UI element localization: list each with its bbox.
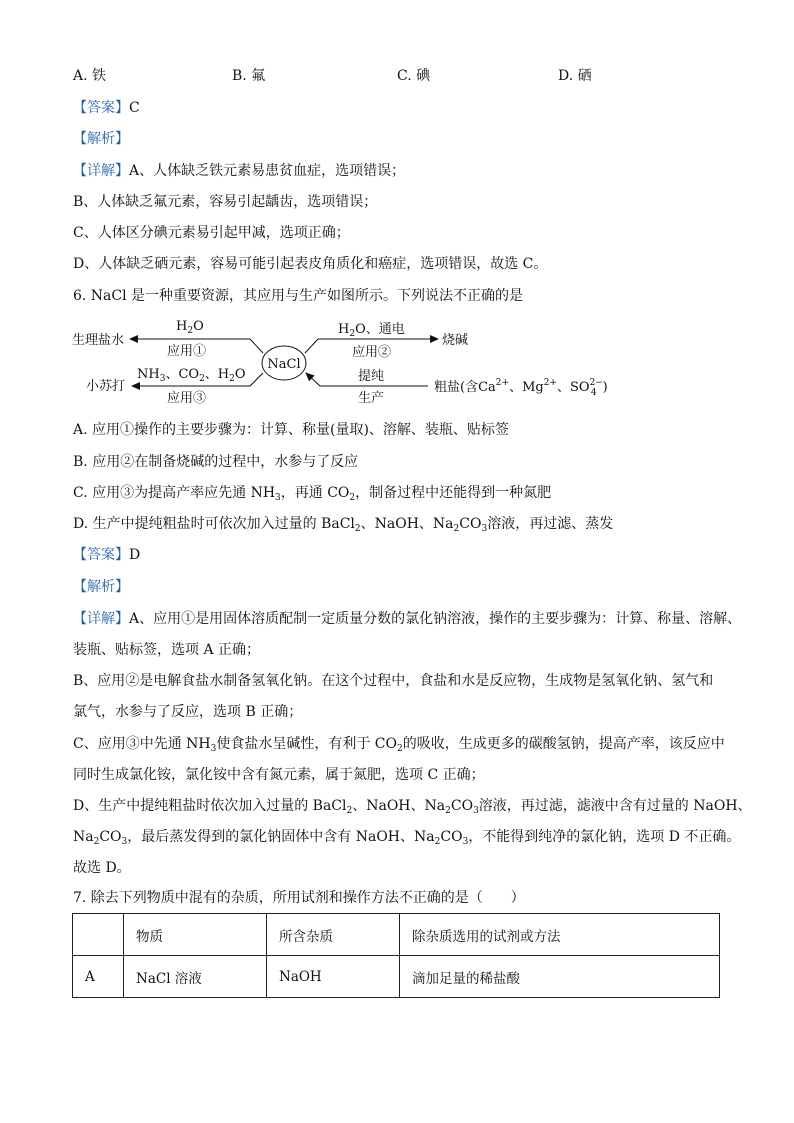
q5-option-a: A. 铁 [73,68,107,84]
detail-text: A、人体缺乏铁元素易患贫血症，选项错误； [129,163,406,179]
detail-text: C、应用③中先通 NH [73,736,211,752]
q6-detail-a-2: 装瓶、贴标签，选项 A 正确； [73,642,261,658]
q6-answer [73,545,140,565]
q6-option-a: A. 应用①操作的主要步骤为：计算、称量(量取)、溶解、装瓶、贴标签 [73,422,509,438]
table-header-row [73,914,720,956]
detail-tag: 【详解】 [73,611,129,627]
table-header-cell: 物质 [124,914,267,956]
q5-detail-d: D、人体缺乏硒元素，容易可能引起表皮角质化和癌症，选项错误，故选 C。 [73,256,548,272]
table-header-cell: 除杂质选用的试剂或方法 [400,914,720,956]
detail-text: CO [99,829,122,845]
q6-option-b: B. 应用②在制备烧碱的过程中，水参与了反应 [73,454,359,470]
q5-detail-b: B、人体缺乏氟元素，容易引起龋齿，选项错误； [73,194,378,210]
saline-label: 生理盐水 [72,333,125,348]
table-header-cell: 所含杂质 [267,914,400,956]
q6-detail-b-2: 氯气，水参与了反应，选项 B 正确； [73,704,303,720]
q5-answer [73,98,140,118]
detail-text: D、生产中提纯粗盐时依次加入过量的 BaCl [73,798,347,814]
q6-option-c-text: ，制备过程中还能得到一种氮肥 [355,485,552,501]
table-header-cell [73,914,124,956]
q6-option-d-text: 、NaOH、Na [360,516,454,532]
answer-value: D [129,547,141,563]
q6-detail-b-1: B、应用②是电解食盐水制备氢氧化钠。在这个过程中，食盐和水是反应物，生成物是氢氧化钠、氢气和 [73,673,714,689]
q5-option-d: D. 硒 [558,68,592,84]
q6-option-d-text: CO [459,516,482,532]
answer-tag: 【答案】 [73,547,129,563]
purify-label: 提纯 [358,369,385,384]
nacl-label: NaCl [267,357,301,372]
q6-stem: 6. NaCl 是一种重要资源，其应用与生产如图所示。下列说法不正确的是 [73,288,524,304]
q7-table [72,913,720,998]
q6-detail-c-2: 同时生成氯化铵，氯化铵中含有氮元素，属于氮肥，选项 C 正确； [73,767,485,783]
saline-reagent: $H_2O$ [176,319,204,336]
detail-tag: 【详解】 [73,163,129,179]
detail-text: Na [73,829,94,845]
caustic-label: 烧碱 [442,333,469,348]
q5-option-b: B. 氟 [232,68,266,84]
q5-option-c: C. 碘 [397,68,431,84]
answer-tag: 【答案】 [73,100,129,116]
table-cell: A [73,956,124,998]
q7-stem: 7. 除去下列物质中混有的杂质，所用试剂和操作方法不正确的是（ ） [73,890,525,906]
nacl-diagram [70,313,630,413]
table-cell: 滴加足量的稀盐酸 [400,956,720,998]
q6-detail-c-1: C、应用③中先通 $NH_3$使食盐水呈碱性，有利于 $CO_2$的吸收，生成更多的碳酸氢钠，提高产率，该反应中 [73,736,725,754]
baking-reagents: $NH_3$、$CO_2$、$H_2O$ [137,367,246,384]
q6-detail-a-1 [73,609,741,629]
detail-text: 的吸收，生成更多的碳酸氢钠，提高产率，该反应中 [402,736,725,752]
q6-option-d-text: 溶液，再过滤、蒸发 [487,516,614,532]
caustic-reagents: $H_2O$、通电 [338,322,405,339]
answer-value: C [129,100,140,116]
table-row [73,956,720,998]
use3-label: 应用③ [167,391,207,406]
q6-detail-d-2: $Na_2CO_3$，最后蒸发得到的氯化钠固体中含有 NaOH、$Na_2CO_3$，不能得到纯净的氯化钠，选项 D 不正确。 [73,829,741,847]
q6-option-d: D. 生产中提纯粗盐时可依次加入过量的 BaCl$_2$、NaOH、$Na_2CO_3$溶液，再过滤、蒸发 [73,516,614,534]
detail-text: 、NaOH、Na [352,798,446,814]
table-cell: NaOH [267,956,400,998]
q6-detail-d-1: D、生产中提纯粗盐时依次加入过量的 BaCl$_2$、NaOH、$Na_2CO_3$溶液，再过滤，滤液中含有过量的 NaOH、 [73,798,752,816]
q6-analysis-tag: 【解析】 [73,579,129,595]
detail-text: 使食盐水呈碱性，有利于 CO [216,736,397,752]
detail-text: A、应用①是用固体溶质配制一定质量分数的氯化钠溶液，操作的主要步骤为：计算、称量、溶解、 [129,611,742,627]
table-cell: NaCl 溶液 [124,956,267,998]
detail-text: ，最后蒸发得到的氯化钠固体中含有 NaOH、Na [127,829,435,845]
use1-label: 应用① [167,344,207,359]
q6-option-c: C. 应用③为提高产率应先通 $NH_3$，再通 $CO_2$，制备过程中还能得到一种氮肥 [73,485,552,503]
detail-text: CO [450,798,474,814]
q5-detail-c: C、人体区分碘元素易引起甲减，选项正确； [73,225,350,241]
detail-text: CO [440,829,463,845]
q6-option-c-text: ，再通 CO [280,485,350,501]
q6-conclusion: 故选 D。 [73,860,131,876]
q6-option-c-text: C. 应用③为提高产率应先通 NH [73,485,276,501]
produce-label: 生产 [358,391,385,406]
detail-text: ，不能得到纯净的氯化钠，选项 D 不正确。 [468,829,741,845]
q5-detail-a [73,161,405,181]
q6-option-d-text: D. 生产中提纯粗盐时可依次加入过量的 BaCl [73,516,355,532]
q5-analysis-tag: 【解析】 [73,131,129,147]
use2-label: 应用② [352,345,392,360]
baking-soda-label: 小苏打 [86,379,126,394]
crude-salt-label: 粗盐(含$Ca^{2+}$、$Mg^{2+}$、$SO^{2-}$ 4 ) [434,378,608,398]
detail-text: 溶液，再过滤，滤液中含有过量的 NaOH、 [478,798,752,814]
